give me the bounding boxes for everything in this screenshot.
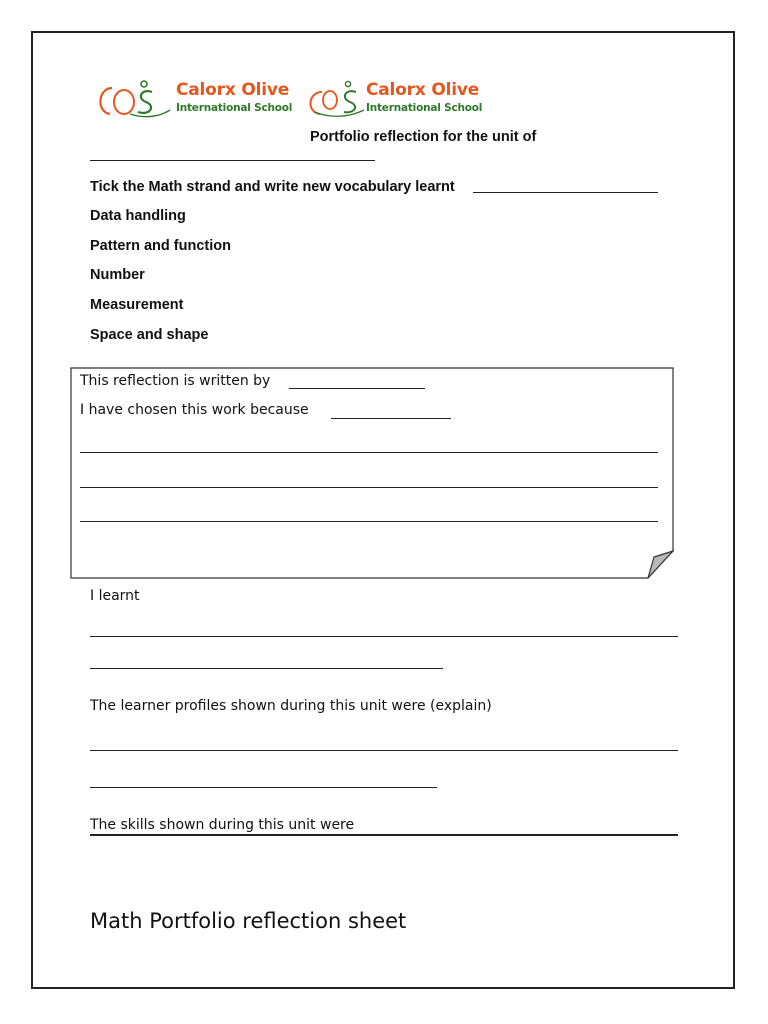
chosen-because-blank[interactable] <box>331 418 451 419</box>
logo-school-name: Calorx Olive <box>176 80 290 100</box>
skills-line[interactable] <box>90 834 678 836</box>
school-logo <box>304 78 504 118</box>
written-by-blank[interactable] <box>289 388 425 389</box>
unit-name-blank[interactable] <box>90 160 375 161</box>
sheet-title: Math Portfolio reflection sheet <box>90 909 407 933</box>
logo-school-subtitle: International School <box>176 102 293 114</box>
strand-item-data-handling[interactable]: Data handling <box>90 208 186 224</box>
reflection-line[interactable] <box>80 452 658 453</box>
folded-corner-box-icon <box>70 367 674 579</box>
strand-item-pattern-and-function[interactable]: Pattern and function <box>90 238 231 254</box>
learnt-label: I learnt <box>90 588 140 604</box>
learner-profiles-label: The learner profiles shown during this unit were (explain) <box>90 698 492 714</box>
school-logo <box>92 78 302 118</box>
logo-school-name: Calorx Olive <box>366 80 480 100</box>
learner-profiles-line[interactable] <box>90 787 437 788</box>
vocabulary-blank[interactable] <box>473 192 658 193</box>
learnt-line[interactable] <box>90 668 443 669</box>
cos-logo-icon <box>92 78 172 120</box>
learnt-line[interactable] <box>90 636 678 637</box>
chosen-because-label: I have chosen this work because <box>80 402 309 418</box>
strand-item-measurement[interactable]: Measurement <box>90 297 184 313</box>
cos-logo-icon <box>304 78 366 120</box>
reflection-box <box>70 367 674 579</box>
learner-profiles-line[interactable] <box>90 750 678 751</box>
skills-label: The skills shown during this unit were <box>90 817 355 833</box>
strand-item-number[interactable]: Number <box>90 267 145 283</box>
math-strand-prompt: Tick the Math strand and write new vocabulary learnt <box>90 179 455 195</box>
reflection-line[interactable] <box>80 521 658 522</box>
written-by-label: This reflection is written by <box>80 373 271 389</box>
strand-item-space-and-shape[interactable]: Space and shape <box>90 327 209 343</box>
logo-school-subtitle: International School <box>366 102 483 114</box>
unit-title: Portfolio reflection for the unit of <box>310 129 537 145</box>
reflection-line[interactable] <box>80 487 658 488</box>
